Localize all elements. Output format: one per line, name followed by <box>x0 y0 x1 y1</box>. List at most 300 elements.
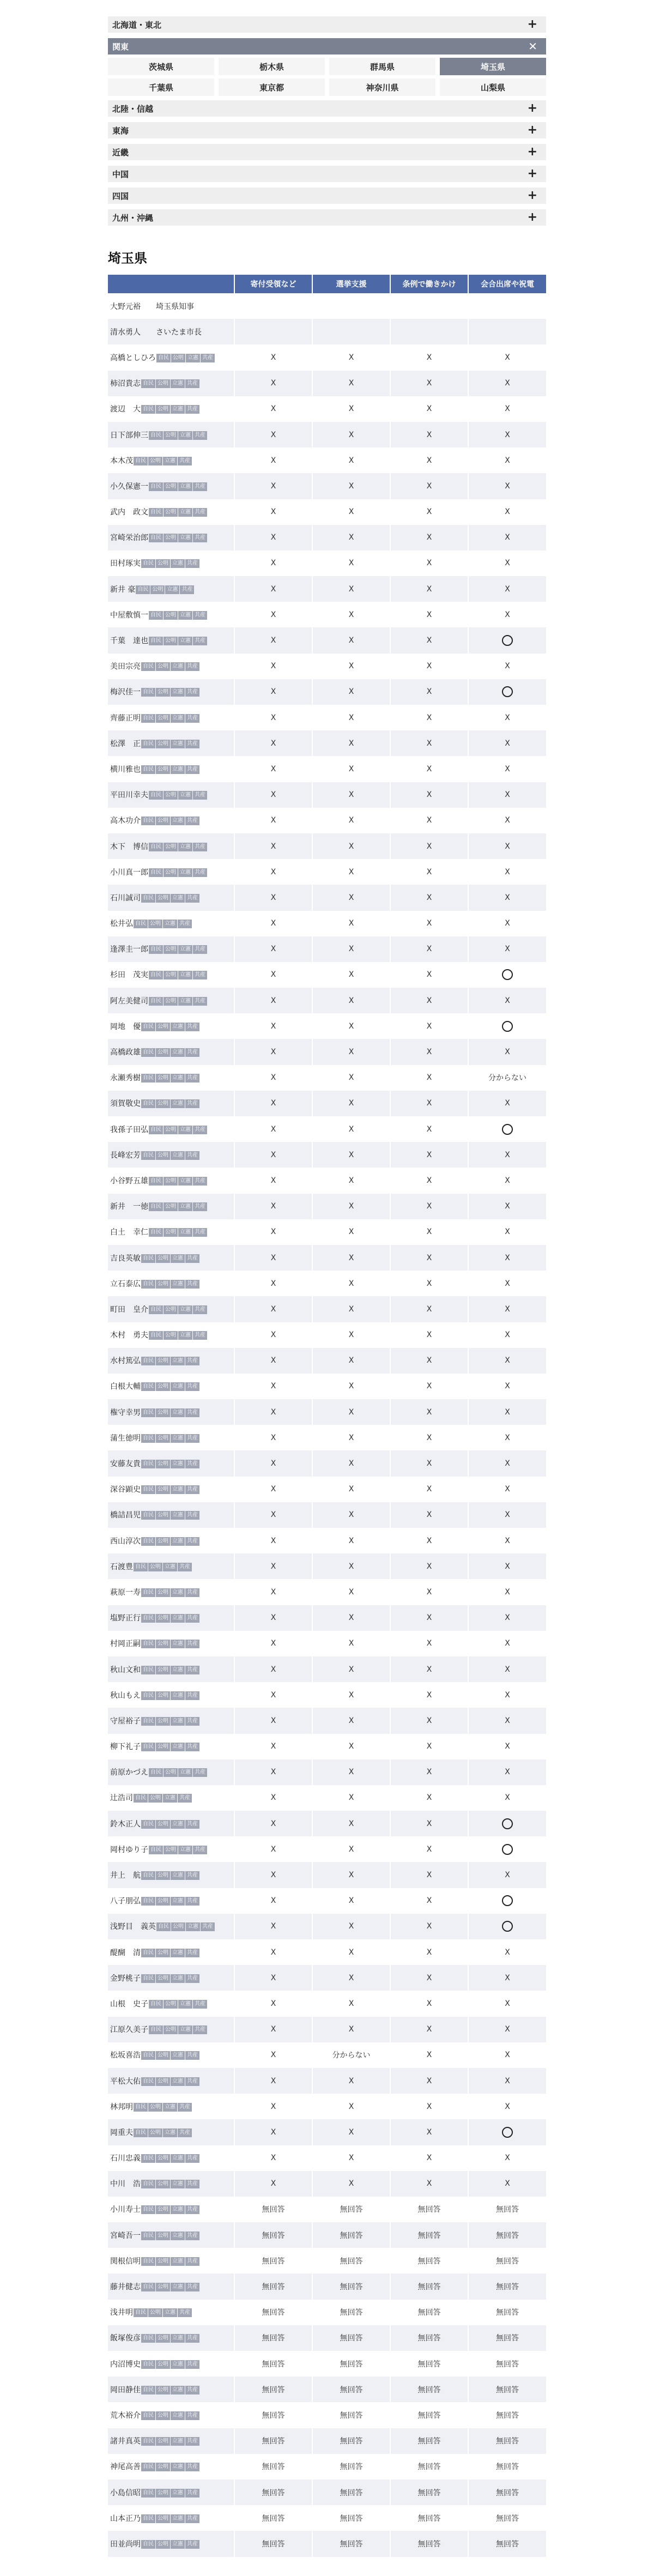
party-badge[interactable]: 立憲 <box>171 1357 185 1365</box>
party-badge[interactable]: 自民 <box>141 765 155 774</box>
party-badge[interactable]: 公明 <box>156 1434 170 1443</box>
party-badge[interactable]: 公明 <box>148 2103 162 2112</box>
party-badge[interactable]: 公明 <box>156 1280 170 1289</box>
party-badge[interactable]: 自民 <box>141 1254 155 1263</box>
party-badge[interactable]: 公明 <box>156 1151 170 1160</box>
party-badge[interactable]: 公明 <box>156 1820 170 1829</box>
party-badge[interactable]: 立憲 <box>171 1717 185 1726</box>
party-badge[interactable]: 共産 <box>185 2205 199 2214</box>
party-badge[interactable]: 立憲 <box>171 2489 185 2498</box>
party-badge[interactable]: 公明 <box>156 1485 170 1494</box>
party-badge[interactable]: 自民 <box>141 2334 155 2343</box>
party-badge[interactable]: 立憲 <box>171 1691 185 1700</box>
party-badge[interactable]: 立憲 <box>171 1820 185 1829</box>
party-badge[interactable]: 自民 <box>141 1511 155 1520</box>
party-badge[interactable]: 共産 <box>185 1614 199 1623</box>
party-badge[interactable]: 共産 <box>193 431 207 440</box>
party-badge[interactable]: 公明 <box>156 894 170 903</box>
party-badge[interactable]: 共産 <box>180 585 194 594</box>
party-badge[interactable]: 公明 <box>156 1949 170 1957</box>
party-badge[interactable]: 共産 <box>185 1382 199 1391</box>
party-badge[interactable]: 自民 <box>141 1382 155 1391</box>
party-badge[interactable]: 共産 <box>185 1640 199 1648</box>
party-badge[interactable]: 立憲 <box>171 688 185 697</box>
party-badge[interactable]: 公明 <box>156 1357 170 1365</box>
party-badge[interactable]: 公明 <box>156 1511 170 1520</box>
party-badge[interactable]: 自民 <box>141 1897 155 1906</box>
party-badge[interactable]: 立憲 <box>171 1460 185 1468</box>
party-badge[interactable]: 公明 <box>164 482 178 491</box>
party-badge[interactable]: 公明 <box>156 1074 170 1083</box>
party-badge[interactable]: 立憲 <box>171 2360 185 2369</box>
party-badge[interactable]: 立憲 <box>171 2540 185 2549</box>
party-badge[interactable]: 立憲 <box>178 508 192 517</box>
party-badge[interactable]: 公明 <box>164 843 178 851</box>
party-badge[interactable]: 公明 <box>156 2257 170 2266</box>
party-badge[interactable]: 自民 <box>141 1614 155 1623</box>
party-badge[interactable]: 立憲 <box>171 1666 185 1674</box>
party-badge[interactable]: 公明 <box>156 2463 170 2471</box>
party-badge[interactable]: 公明 <box>156 1254 170 1263</box>
party-badge[interactable]: 自民 <box>149 611 163 620</box>
party-badge[interactable]: 自民 <box>134 2308 148 2317</box>
party-badge[interactable]: 共産 <box>185 405 199 414</box>
party-badge[interactable]: 自民 <box>149 1331 163 1340</box>
party-badge[interactable]: 共産 <box>185 379 199 388</box>
region-hokuriku-shinetsu[interactable] <box>108 100 546 117</box>
party-badge[interactable]: 自民 <box>149 431 163 440</box>
party-badge[interactable]: 立憲 <box>163 2103 177 2112</box>
party-badge[interactable]: 自民 <box>141 1074 155 1083</box>
party-badge[interactable]: 公明 <box>156 662 170 671</box>
party-badge[interactable]: 自民 <box>141 1717 155 1726</box>
party-badge[interactable]: 立憲 <box>178 997 192 1006</box>
party-badge[interactable]: 共産 <box>193 971 207 979</box>
party-badge[interactable]: 公明 <box>156 2334 170 2343</box>
party-badge[interactable]: 自民 <box>149 1202 163 1211</box>
party-badge[interactable]: 公明 <box>148 1794 162 1803</box>
party-badge[interactable]: 立憲 <box>171 765 185 774</box>
party-badge[interactable]: 自民 <box>141 1280 155 1289</box>
party-badge[interactable]: 自民 <box>141 1691 155 1700</box>
party-badge[interactable]: 公明 <box>164 508 178 517</box>
party-badge[interactable]: 共産 <box>193 534 207 542</box>
party-badge[interactable]: 自民 <box>136 585 150 594</box>
party-badge[interactable]: 公明 <box>156 1717 170 1726</box>
party-badge[interactable]: 共産 <box>185 2411 199 2420</box>
party-badge[interactable]: 立憲 <box>178 791 192 800</box>
party-badge[interactable]: 公明 <box>164 971 178 979</box>
pref-tochigi[interactable]: 栃木県 <box>219 58 325 75</box>
party-badge[interactable]: 立憲 <box>171 1511 185 1520</box>
party-badge[interactable]: 自民 <box>134 2128 148 2137</box>
party-badge[interactable]: 自民 <box>141 1023 155 1031</box>
party-badge[interactable]: 立憲 <box>171 817 185 825</box>
party-badge[interactable]: 立憲 <box>171 714 185 723</box>
party-badge[interactable]: 共産 <box>193 945 207 954</box>
party-badge[interactable]: 共産 <box>185 2386 199 2394</box>
party-badge[interactable]: 共産 <box>193 1126 207 1134</box>
party-badge[interactable]: 共産 <box>185 2360 199 2369</box>
party-badge[interactable]: 共産 <box>193 637 207 645</box>
party-badge[interactable]: 立憲 <box>186 354 200 362</box>
party-badge[interactable]: 自民 <box>141 2360 155 2369</box>
party-badge[interactable]: 公明 <box>164 1305 178 1314</box>
party-badge[interactable]: 共産 <box>185 1434 199 1443</box>
party-badge[interactable]: 立憲 <box>178 2025 192 2034</box>
party-badge[interactable]: 公明 <box>164 534 178 542</box>
party-badge[interactable]: 共産 <box>185 1151 199 1160</box>
party-badge[interactable]: 立憲 <box>171 1151 185 1160</box>
party-badge[interactable]: 自民 <box>141 2205 155 2214</box>
party-badge[interactable]: 立憲 <box>178 868 192 877</box>
party-badge[interactable]: 自民 <box>149 997 163 1006</box>
party-badge[interactable]: 公明 <box>156 765 170 774</box>
party-badge[interactable]: 立憲 <box>178 534 192 542</box>
pref-saitama[interactable]: 埼玉県 <box>440 58 546 75</box>
party-badge[interactable]: 共産 <box>185 740 199 748</box>
party-badge[interactable]: 公明 <box>156 1048 170 1057</box>
party-badge[interactable]: 公明 <box>148 1563 162 1571</box>
party-badge[interactable]: 自民 <box>149 1305 163 1314</box>
party-badge[interactable]: 公明 <box>164 1177 178 1186</box>
party-badge[interactable]: 共産 <box>185 2077 199 2086</box>
party-badge[interactable]: 公明 <box>171 1922 185 1931</box>
party-badge[interactable]: 公明 <box>148 2308 162 2317</box>
party-badge[interactable]: 公明 <box>156 1743 170 1751</box>
party-badge[interactable]: 公明 <box>156 559 170 568</box>
party-badge[interactable]: 共産 <box>185 688 199 697</box>
party-badge[interactable]: 自民 <box>141 1048 155 1057</box>
party-badge[interactable]: 公明 <box>156 2232 170 2240</box>
party-badge[interactable]: 立憲 <box>165 585 179 594</box>
party-badge[interactable]: 公明 <box>164 997 178 1006</box>
party-badge[interactable]: 立憲 <box>163 2128 177 2137</box>
party-badge[interactable]: 自民 <box>141 2463 155 2471</box>
party-badge[interactable]: 自民 <box>141 2051 155 2060</box>
party-badge[interactable]: 共産 <box>178 2103 192 2112</box>
party-badge[interactable]: 自民 <box>149 791 163 800</box>
party-badge[interactable]: 共産 <box>185 1974 199 1983</box>
party-badge[interactable]: 公明 <box>156 2514 170 2523</box>
party-badge[interactable]: 自民 <box>141 1408 155 1417</box>
party-badge[interactable]: 立憲 <box>178 1305 192 1314</box>
party-badge[interactable]: 公明 <box>164 2025 178 2034</box>
party-badge[interactable]: 共産 <box>185 1743 199 1751</box>
party-badge[interactable]: 立憲 <box>171 1949 185 1957</box>
party-badge[interactable]: 共産 <box>185 2514 199 2523</box>
party-badge[interactable]: 立憲 <box>171 1897 185 1906</box>
party-badge[interactable]: 自民 <box>149 637 163 645</box>
party-badge[interactable]: 自民 <box>141 1743 155 1751</box>
party-badge[interactable]: 共産 <box>185 1949 199 1957</box>
party-badge[interactable]: 立憲 <box>171 1614 185 1623</box>
party-badge[interactable]: 立憲 <box>171 1048 185 1057</box>
party-badge[interactable]: 立憲 <box>171 1280 185 1289</box>
party-badge[interactable]: 立憲 <box>171 2180 185 2188</box>
party-badge[interactable]: 共産 <box>185 1460 199 1468</box>
party-badge[interactable]: 自民 <box>149 1846 163 1854</box>
party-badge[interactable]: 共産 <box>178 2128 192 2137</box>
pref-kanagawa[interactable]: 神奈川県 <box>329 78 435 96</box>
region-hokkaido-tohoku[interactable] <box>108 16 546 33</box>
party-badge[interactable]: 共産 <box>193 1768 207 1777</box>
party-badge[interactable]: 公明 <box>164 1768 178 1777</box>
party-badge[interactable]: 公明 <box>156 688 170 697</box>
party-badge[interactable]: 自民 <box>141 1949 155 1957</box>
party-badge[interactable]: 共産 <box>185 2180 199 2188</box>
party-badge[interactable]: 自民 <box>149 945 163 954</box>
party-badge[interactable]: 立憲 <box>163 457 177 465</box>
party-badge[interactable]: 自民 <box>141 1460 155 1468</box>
party-badge[interactable]: 立憲 <box>171 559 185 568</box>
party-badge[interactable]: 自民 <box>149 2000 163 2009</box>
party-badge[interactable]: 立憲 <box>171 2154 185 2163</box>
party-badge[interactable]: 自民 <box>141 1537 155 1546</box>
party-badge[interactable]: 自民 <box>141 662 155 671</box>
party-badge[interactable]: 自民 <box>141 559 155 568</box>
party-badge[interactable]: 共産 <box>185 714 199 723</box>
party-badge[interactable]: 立憲 <box>171 2386 185 2394</box>
party-badge[interactable]: 公明 <box>156 1614 170 1623</box>
party-badge[interactable]: 立憲 <box>171 2437 185 2446</box>
party-badge[interactable]: 公明 <box>156 2077 170 2086</box>
party-badge[interactable]: 公明 <box>164 945 178 954</box>
region-chugoku[interactable] <box>108 166 546 182</box>
party-badge[interactable]: 共産 <box>185 2334 199 2343</box>
party-badge[interactable]: 公明 <box>156 1974 170 1983</box>
party-badge[interactable]: 自民 <box>141 894 155 903</box>
party-badge[interactable]: 共産 <box>185 1099 199 1108</box>
party-badge[interactable]: 共産 <box>185 1023 199 1031</box>
pref-tokyo[interactable]: 東京都 <box>219 78 325 96</box>
party-badge[interactable]: 自民 <box>141 1485 155 1494</box>
party-badge[interactable]: 共産 <box>185 1897 199 1906</box>
party-badge[interactable]: 自民 <box>149 508 163 517</box>
party-badge[interactable]: 立憲 <box>171 1485 185 1494</box>
party-badge[interactable]: 公明 <box>156 1691 170 1700</box>
party-badge[interactable]: 共産 <box>185 2540 199 2549</box>
party-badge[interactable]: 自民 <box>141 1820 155 1829</box>
party-badge[interactable]: 自民 <box>149 971 163 979</box>
region-kyushu-okinawa[interactable] <box>108 209 546 226</box>
party-badge[interactable]: 公明 <box>164 431 178 440</box>
party-badge[interactable]: 自民 <box>141 817 155 825</box>
party-badge[interactable]: 自民 <box>141 379 155 388</box>
party-badge[interactable]: 立憲 <box>171 2051 185 2060</box>
party-badge[interactable]: 公明 <box>156 1666 170 1674</box>
pref-chiba[interactable]: 千葉県 <box>108 78 214 96</box>
party-badge[interactable]: 立憲 <box>171 1743 185 1751</box>
party-badge[interactable]: 自民 <box>141 740 155 748</box>
party-badge[interactable]: 共産 <box>185 1485 199 1494</box>
party-badge[interactable]: 自民 <box>149 1126 163 1134</box>
party-badge[interactable]: 立憲 <box>171 2463 185 2471</box>
party-badge[interactable]: 自民 <box>141 405 155 414</box>
party-badge[interactable]: 公明 <box>156 1640 170 1648</box>
party-badge[interactable]: 立憲 <box>171 2514 185 2523</box>
party-badge[interactable]: 立憲 <box>171 1434 185 1443</box>
party-badge[interactable]: 立憲 <box>178 971 192 979</box>
party-badge[interactable]: 共産 <box>178 920 192 928</box>
party-badge[interactable]: 共産 <box>193 997 207 1006</box>
party-badge[interactable]: 立憲 <box>178 611 192 620</box>
party-badge[interactable]: 自民 <box>141 1974 155 1983</box>
party-badge[interactable]: 公明 <box>164 1228 178 1237</box>
party-badge[interactable]: 公明 <box>156 2154 170 2163</box>
party-badge[interactable]: 自民 <box>141 2489 155 2498</box>
party-badge[interactable]: 公明 <box>156 1871 170 1880</box>
party-badge[interactable]: 自民 <box>156 1922 171 1931</box>
party-badge[interactable]: 自民 <box>134 1794 148 1803</box>
region-tokai[interactable] <box>108 122 546 138</box>
party-badge[interactable]: 立憲 <box>178 1331 192 1340</box>
party-badge[interactable]: 自民 <box>141 1871 155 1880</box>
party-badge[interactable]: 立憲 <box>163 2308 177 2317</box>
party-badge[interactable]: 自民 <box>141 688 155 697</box>
party-badge[interactable]: 共産 <box>193 843 207 851</box>
party-badge[interactable]: 共産 <box>193 791 207 800</box>
party-badge[interactable]: 公明 <box>148 457 162 465</box>
party-badge[interactable]: 公明 <box>150 585 165 594</box>
party-badge[interactable]: 立憲 <box>178 1846 192 1854</box>
party-badge[interactable]: 共産 <box>185 2489 199 2498</box>
party-badge[interactable]: 自民 <box>134 920 148 928</box>
party-badge[interactable]: 立憲 <box>171 1640 185 1648</box>
party-badge[interactable]: 公明 <box>156 2489 170 2498</box>
party-badge[interactable]: 公明 <box>156 1408 170 1417</box>
party-badge[interactable]: 共産 <box>185 1588 199 1597</box>
party-badge[interactable]: 公明 <box>164 2000 178 2009</box>
party-badge[interactable]: 公明 <box>156 1023 170 1031</box>
party-badge[interactable]: 立憲 <box>171 894 185 903</box>
party-badge[interactable]: 自民 <box>141 1099 155 1108</box>
party-badge[interactable]: 共産 <box>185 2154 199 2163</box>
party-badge[interactable]: 立憲 <box>171 2205 185 2214</box>
party-badge[interactable]: 立憲 <box>178 1228 192 1237</box>
party-badge[interactable]: 共産 <box>185 1357 199 1365</box>
party-badge[interactable]: 公明 <box>156 2411 170 2420</box>
party-badge[interactable]: 公明 <box>156 379 170 388</box>
party-badge[interactable]: 共産 <box>185 1408 199 1417</box>
party-badge[interactable]: 立憲 <box>178 1126 192 1134</box>
party-badge[interactable]: 公明 <box>156 2540 170 2549</box>
party-badge[interactable]: 共産 <box>185 817 199 825</box>
party-badge[interactable]: 共産 <box>185 2283 199 2291</box>
party-badge[interactable]: 共産 <box>193 1846 207 1854</box>
party-badge[interactable]: 自民 <box>141 1666 155 1674</box>
pref-ibaraki[interactable]: 茨城県 <box>108 58 214 75</box>
party-badge[interactable]: 立憲 <box>178 945 192 954</box>
party-badge[interactable]: 公明 <box>156 2437 170 2446</box>
party-badge[interactable]: 共産 <box>185 2051 199 2060</box>
party-badge[interactable]: 公明 <box>156 817 170 825</box>
party-badge[interactable]: 公明 <box>164 637 178 645</box>
party-badge[interactable]: 共産 <box>185 2463 199 2471</box>
party-badge[interactable]: 共産 <box>185 1511 199 1520</box>
party-badge[interactable]: 立憲 <box>171 2077 185 2086</box>
party-badge[interactable]: 共産 <box>193 1202 207 1211</box>
party-badge[interactable]: 立憲 <box>171 405 185 414</box>
pref-gunma[interactable]: 群馬県 <box>329 58 435 75</box>
party-badge[interactable]: 公明 <box>156 740 170 748</box>
party-badge[interactable]: 共産 <box>193 611 207 620</box>
party-badge[interactable]: 立憲 <box>186 1922 200 1931</box>
party-badge[interactable]: 共産 <box>193 2000 207 2009</box>
party-badge[interactable]: 自民 <box>141 2180 155 2188</box>
party-badge[interactable]: 自民 <box>141 2232 155 2240</box>
party-badge[interactable]: 自民 <box>149 1768 163 1777</box>
party-badge[interactable]: 公明 <box>156 2180 170 2188</box>
party-badge[interactable]: 共産 <box>201 1922 215 1931</box>
party-badge[interactable]: 共産 <box>185 662 199 671</box>
party-badge[interactable]: 共産 <box>185 1280 199 1289</box>
party-badge[interactable]: 共産 <box>193 1228 207 1237</box>
party-badge[interactable]: 共産 <box>185 2437 199 2446</box>
pref-yamanashi[interactable]: 山梨県 <box>440 78 546 96</box>
party-badge[interactable]: 共産 <box>193 482 207 491</box>
party-badge[interactable]: 立憲 <box>163 920 177 928</box>
party-badge[interactable]: 共産 <box>185 1048 199 1057</box>
party-badge[interactable]: 公明 <box>156 1588 170 1597</box>
party-badge[interactable]: 共産 <box>185 1537 199 1546</box>
party-badge[interactable]: 公明 <box>156 1099 170 1108</box>
party-badge[interactable]: 公明 <box>164 868 178 877</box>
party-badge[interactable]: 自民 <box>141 1357 155 1365</box>
party-badge[interactable]: 自民 <box>149 843 163 851</box>
party-badge[interactable]: 立憲 <box>171 1382 185 1391</box>
party-badge[interactable]: 公明 <box>156 1897 170 1906</box>
party-badge[interactable]: 自民 <box>141 2077 155 2086</box>
party-badge[interactable]: 立憲 <box>171 1074 185 1083</box>
party-badge[interactable]: 立憲 <box>171 1254 185 1263</box>
party-badge[interactable]: 自民 <box>149 1177 163 1186</box>
party-badge[interactable]: 自民 <box>134 2103 148 2112</box>
party-badge[interactable]: 立憲 <box>178 1202 192 1211</box>
party-badge[interactable]: 公明 <box>156 2283 170 2291</box>
party-badge[interactable]: 立憲 <box>178 1768 192 1777</box>
party-badge[interactable]: 共産 <box>185 1074 199 1083</box>
party-badge[interactable]: 共産 <box>185 1666 199 1674</box>
party-badge[interactable]: 共産 <box>178 1794 192 1803</box>
party-badge[interactable]: 公明 <box>164 611 178 620</box>
party-badge[interactable]: 公明 <box>148 920 162 928</box>
party-badge[interactable]: 共産 <box>185 1691 199 1700</box>
party-badge[interactable]: 公明 <box>156 714 170 723</box>
party-badge[interactable]: 立憲 <box>171 2257 185 2266</box>
party-badge[interactable]: 自民 <box>141 2283 155 2291</box>
party-badge[interactable]: 自民 <box>149 534 163 542</box>
party-badge[interactable]: 公明 <box>156 1460 170 1468</box>
party-badge[interactable]: 自民 <box>141 2154 155 2163</box>
party-badge[interactable]: 共産 <box>185 1820 199 1829</box>
party-badge[interactable]: 立憲 <box>171 662 185 671</box>
party-badge[interactable]: 公明 <box>164 791 178 800</box>
party-badge[interactable]: 共産 <box>178 2308 192 2317</box>
party-badge[interactable]: 共産 <box>185 1254 199 1263</box>
party-badge[interactable]: 公明 <box>156 405 170 414</box>
party-badge[interactable]: 共産 <box>185 2257 199 2266</box>
party-badge[interactable]: 立憲 <box>171 1871 185 1880</box>
party-badge[interactable]: 立憲 <box>163 1563 177 1571</box>
region-shikoku[interactable] <box>108 188 546 204</box>
region-kinki[interactable] <box>108 144 546 160</box>
party-badge[interactable]: 自民 <box>141 2257 155 2266</box>
party-badge[interactable]: 共産 <box>193 868 207 877</box>
party-badge[interactable]: 立憲 <box>178 1177 192 1186</box>
party-badge[interactable]: 自民 <box>141 1434 155 1443</box>
party-badge[interactable]: 公明 <box>171 354 185 362</box>
